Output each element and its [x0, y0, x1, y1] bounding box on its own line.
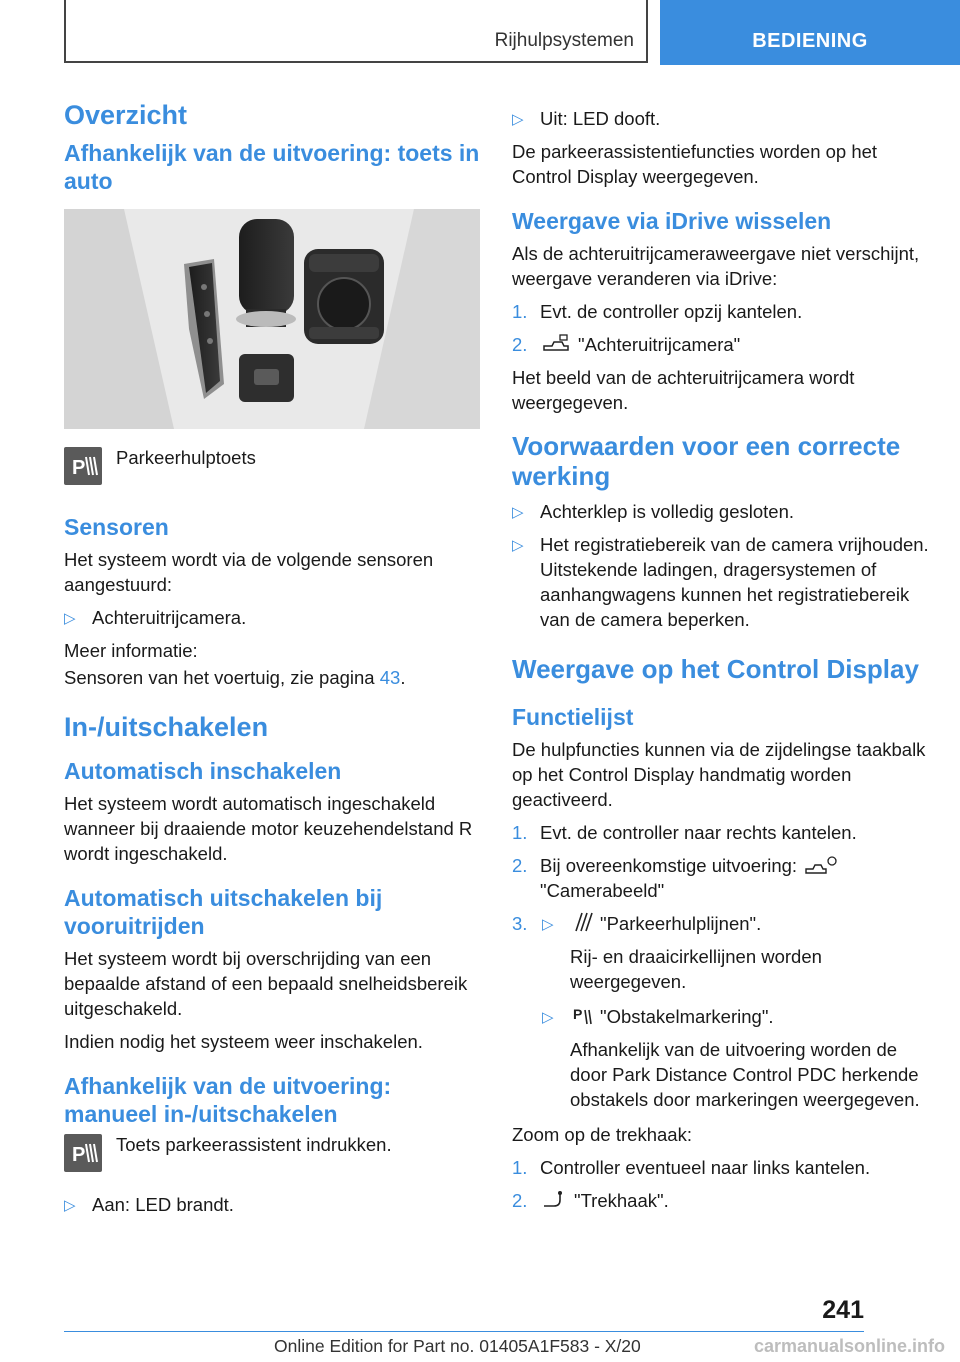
bullet-achteruitrijcamera: ▷ Achteruitrijcamera. — [64, 605, 482, 630]
park-assist-icon — [64, 447, 102, 485]
wisselen-text: Als de achteruitrijcameraweergave niet verschijnt, weergave veranderen via iDrive: — [512, 243, 920, 289]
func-step-3-text: Rij- en draaicirkellijnen worden weergegeven. — [570, 946, 822, 992]
heading-manueel: Afhankelijk van de uitvoering: manueel in-/uitschakelen — [64, 1073, 392, 1127]
bullet-marker-icon: ▷ — [64, 1197, 76, 1214]
right-column — [512, 106, 930, 1221]
edition-text: Online Edition for Part no. 01405A1F583 - X/20 — [274, 1336, 641, 1356]
trailer-hitch-icon — [542, 1190, 568, 1210]
bullet-uit: ▷ Uit: LED dooft. — [512, 106, 930, 131]
func-step-obstakel-text: Afhankelijk van de uitvoering worden de door Park Distance Control PDC herkende obstakels door markeringen weergegeven. — [570, 1039, 920, 1110]
footer-rule — [64, 1331, 864, 1332]
zoom-step-2: 2. "Trekhaak". — [512, 1190, 669, 1211]
svg-text:P: P — [72, 1144, 86, 1166]
park-assist-icon — [64, 1134, 102, 1172]
indien-nodig-text: Indien nodig het systeem weer inschakelen. — [64, 1031, 423, 1052]
header-section-title: Rijhulpsystemen — [494, 30, 634, 51]
heading-toets-in-auto: Afhankelijk van de uitvoering: toets in auto — [64, 140, 480, 194]
bullet-aan: ▷ Aan: LED brandt. — [64, 1192, 482, 1217]
parkeerhulptoets-caption: Parkeerhulptoets — [116, 447, 256, 468]
step-1: 1. Evt. de controller opzij kantelen. — [512, 301, 803, 322]
header-chapter-tab — [660, 0, 960, 65]
bullet-marker-icon: ▷ — [512, 504, 524, 521]
heading-overzicht: Overzicht — [64, 100, 188, 130]
bullet-achterklep: ▷ Achterklep is volledig gesloten. — [512, 499, 930, 524]
bullet-marker-icon: ▷ — [542, 916, 554, 933]
page-number: 241 — [822, 1296, 864, 1324]
heading-functielijst: Functielijst — [512, 704, 634, 730]
heading-control-display: Weergave op het Control Display — [512, 654, 919, 684]
toets-caption: Toets parkeerassistent indrukken. — [116, 1134, 392, 1155]
header-chapter-title: BEDIENING — [752, 30, 868, 52]
svg-text:P: P — [573, 1006, 583, 1022]
parkeerhulptoets-legend — [64, 447, 482, 485]
bullet-marker-icon: ▷ — [512, 111, 524, 128]
func-step-3: 3. ▷ "Parkeerhulplijnen". — [512, 911, 930, 936]
heading-sensoren: Sensoren — [64, 514, 169, 540]
svg-text:P: P — [72, 457, 86, 479]
bullet-marker-icon: ▷ — [512, 537, 524, 554]
left-column — [64, 100, 482, 1225]
step-2: 2. "Achteruitrijcamera" — [512, 334, 741, 355]
auto-in-text: Het systeem wordt automatisch ingeschakeld wanneer bij draaiende motor keuzehendelstand R wordt ingeschakeld. — [64, 793, 473, 864]
console-photo — [64, 209, 480, 429]
heading-wisselen: Weergave via iDrive wisselen — [512, 208, 832, 234]
auto-uit-text: Het systeem wordt bij overschrijding van een bepaalde afstand of een bepaald snelheidsbereik uitgeschakeld. — [64, 948, 468, 1019]
bullet-registratiebereik: ▷ Het registratiebereik van de camera vrijhouden. Uitstekende ladingen, dragersystemen of aanhangwagens kunnen het registratiebereik van de camera beperken. — [512, 534, 929, 630]
func-step-obstakel: ▷ P "Obstakelmarkering". — [512, 1004, 930, 1029]
zoom-text: Zoom op de trekhaak: — [512, 1124, 692, 1145]
meer-informatie: Meer informatie: — [64, 640, 198, 661]
sensoren-text: Het systeem wordt via de volgende sensoren aangestuurd: — [64, 549, 434, 595]
watermark: carmanualsonline.info — [754, 1336, 946, 1356]
toets-legend — [64, 1134, 482, 1172]
rear-camera-icon — [542, 334, 572, 354]
bullet-marker-icon: ▷ — [64, 610, 76, 627]
parking-lines-icon — [572, 911, 594, 933]
func-step-1: 1. Evt. de controller naar rechts kantelen. — [512, 822, 857, 843]
camera-settings-icon — [804, 855, 838, 875]
obstacle-marking-icon — [572, 1004, 594, 1026]
heading-in-uitschakelen: In-/uitschakelen — [64, 712, 269, 742]
heading-automatisch-uitschakelen: Automatisch uitschakelen bij vooruitrijden — [64, 885, 383, 939]
page-link-43[interactable]: 43 — [379, 667, 401, 688]
bullet-marker-icon: ▷ — [542, 1009, 554, 1026]
page-header — [64, 0, 960, 65]
sensoren-reference: Sensoren van het voertuig, zie pagina 43. — [64, 667, 406, 688]
heading-automatisch-inschakelen: Automatisch inschakelen — [64, 758, 342, 784]
zoom-step-1: 1. Controller eventueel naar links kantelen. — [512, 1157, 871, 1178]
func-step-2: 2. Bij overeenkomstige uitvoering: "Camerabeeld" — [512, 853, 930, 903]
functielijst-text: De hulpfuncties kunnen via de zijdelingse taakbalk op het Control Display handmatig worden geactiveerd. — [512, 739, 926, 810]
beeld-text: Het beeld van de achteruitrijcamera wordt weergegeven. — [512, 367, 855, 413]
header-section-box — [64, 0, 648, 63]
functies-text: De parkeerassistentiefuncties worden op het Control Display weergegeven. — [512, 141, 878, 187]
console-photo-illustration — [64, 209, 480, 429]
heading-voorwaarden: Voorwaarden voor een correcte werking — [512, 431, 901, 491]
